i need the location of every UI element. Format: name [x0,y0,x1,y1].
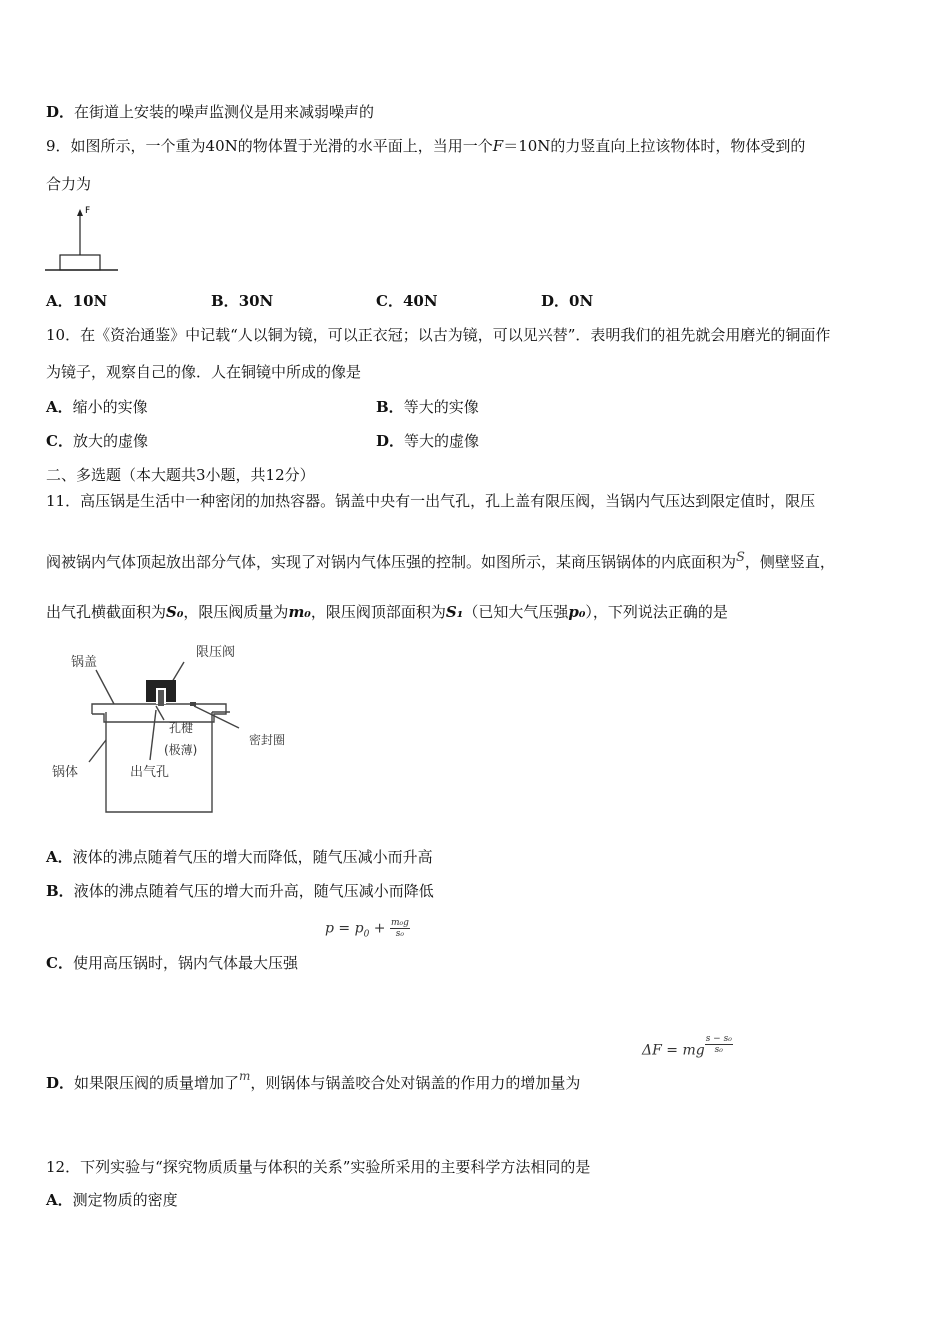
option-text: 液体的沸点随着气压的增大而升高，随气压减小而降低 [73,882,434,900]
label-seal: 密封圈 [249,733,286,747]
q12-option-a [46,1190,178,1210]
option-text: 使用高压锅时，锅内气体最大压强 [72,954,298,972]
option-text: 30N [238,292,274,310]
q11-p0-symbol: p₀ [568,603,586,621]
label-lid: 锅盖 [71,655,98,670]
q9-stem-line1 [46,136,805,156]
q10-stem-line2: 为镜子，观察自己的像．人在铜镜中所成的像是 [46,363,362,381]
option-label: D． [541,292,570,310]
section-2-title: 二、多选题（本大题共3小题，共12分） [46,466,315,484]
option-label: A． [46,398,73,416]
option-text: 0N [569,292,594,310]
option-text: 缩小的实像 [72,398,148,416]
option-text: 在街道上安装的噪声监测仪是用来减弱噪声的 [74,103,375,121]
label-body: 锅体 [52,765,79,780]
q10-stem-line1: 10．在《资治通鉴》中记载“人以铜为镜，可以正衣冠；以古为镜，可以见兴替”．表明我们的祖先就会用磨光的铜面作 [46,326,831,344]
option-text: 放大的虚像 [72,432,148,450]
q11-formula-d [642,1034,733,1061]
q9-option-b [211,291,273,311]
q9-option-c [376,291,438,311]
q11-stem-line2 [46,552,835,574]
valve-leader [172,662,184,682]
option-text: 等大的虚像 [404,432,480,450]
option-text: 40N [402,292,438,310]
q9-option-a [46,291,107,311]
q11-option-a [46,847,433,867]
formula-fraction [705,1034,733,1055]
q11-stem-line3 [46,602,728,622]
q9-stem-text-b: ＝10N的力竖直向上拉该物体时，物体受到的 [503,137,806,155]
fraction-numerator: m₀g [390,918,409,928]
pot-lid [92,704,226,722]
q11-stem-text-c: ，限压阀顶部面积为 [310,603,446,621]
option-text: 如果限压阀的质量增加了 [74,1074,240,1092]
block [60,255,100,270]
q8-option-d [46,102,374,122]
option-text: 等大的实像 [403,398,479,416]
option-label: B． [211,292,239,310]
q11-s0-symbol: S₀ [166,603,184,621]
q9-figure [40,200,130,280]
q9-stem-text-a: 9．如图所示，一个重为40N的物体置于光滑的水平面上，当用一个 [46,137,493,155]
label-hole-key: 孔楗 [169,721,194,735]
key-leader [156,706,164,720]
label-vent: 出气孔 [130,765,170,780]
q11-formula-c [325,918,410,939]
q11-stem-text-b: ，限压阀质量为 [183,603,289,621]
option-text: 液体的沸点随着气压的增大而降低，随气压减小而升高 [72,848,433,866]
option-label: A． [46,1191,73,1209]
formula-lhs: p = p [325,920,364,937]
lid-leader [96,670,114,704]
body-leader [89,740,106,762]
q9-stem-line2: 合力为 [46,175,92,193]
formula-fraction [390,918,410,939]
vent-leader [150,710,156,760]
q12-stem-line1: 12．下列实验与“探究物质质量与体积的关系”实验所采用的主要科学方法相同的是 [46,1158,591,1176]
option-text-b: ，则锅体与锅盖咬合处对锅盖的作用力的增加量为 [250,1074,581,1092]
q11-pressure-cooker-figure [44,640,314,820]
pot-body [106,712,212,812]
q11-option-d [46,1069,581,1094]
q11-stem-text-e: ），下列说法正确的是 [585,603,728,621]
label-valve: 限压阀 [196,645,236,660]
option-label: D． [46,103,75,121]
q10-option-d [376,431,479,451]
option-label: D． [376,432,405,450]
option-d-mass-symbol: m [239,1069,251,1083]
seal-knob [190,702,196,706]
q10-option-a [46,397,148,417]
formula-lhs: ΔF = mg [642,1042,705,1059]
force-label: F [85,206,91,216]
q11-stem-text-b: ，侧壁竖直， [744,553,835,571]
option-label: A． [46,848,73,866]
vent-pipe [158,690,164,706]
option-label: C． [376,292,403,310]
option-label: C． [46,432,73,450]
option-label: B． [376,398,404,416]
fraction-numerator: s − s₀ [705,1034,732,1044]
fraction-denominator: s₀ [395,929,404,939]
q10-option-b [376,397,479,417]
q10-option-c [46,431,148,451]
option-label: C． [46,954,73,972]
q9-option-d [541,291,593,311]
seal-leader [194,706,239,728]
label-hole-key-note: (极薄) [164,743,198,757]
option-text: 10N [72,292,108,310]
q11-stem-line1: 11．高压锅是生活中一种密闭的加热容器。锅盖中央有一出气孔，孔上盖有限压阀，当锅内气压达到限定值时，限压 [46,492,816,510]
q11-option-c [46,953,298,973]
q11-stem-text-d: （已知大气压强 [463,603,569,621]
q9-force-symbol: F [492,137,504,155]
q11-m0-symbol: m₀ [288,603,311,621]
q11-s1-symbol: S₁ [445,603,464,621]
q11-area-symbol: S [736,550,745,565]
formula-sub: 0 [363,929,370,940]
q11-stem-text-a: 出气孔横截面积为 [46,603,167,621]
option-label: D． [46,1074,75,1092]
q11-stem-text-a: 阀被锅内气体顶起放出部分气体，实现了对锅内气体压强的控制。如图所示，某商压锅锅体的内底面积为 [46,553,737,571]
arrow-head [77,209,83,216]
fraction-denominator: s₀ [714,1045,723,1055]
formula-plus: + [369,920,390,937]
option-label: B． [46,882,74,900]
q11-option-b [46,881,434,901]
option-text: 测定物质的密度 [72,1191,178,1209]
option-label: A． [46,292,73,310]
